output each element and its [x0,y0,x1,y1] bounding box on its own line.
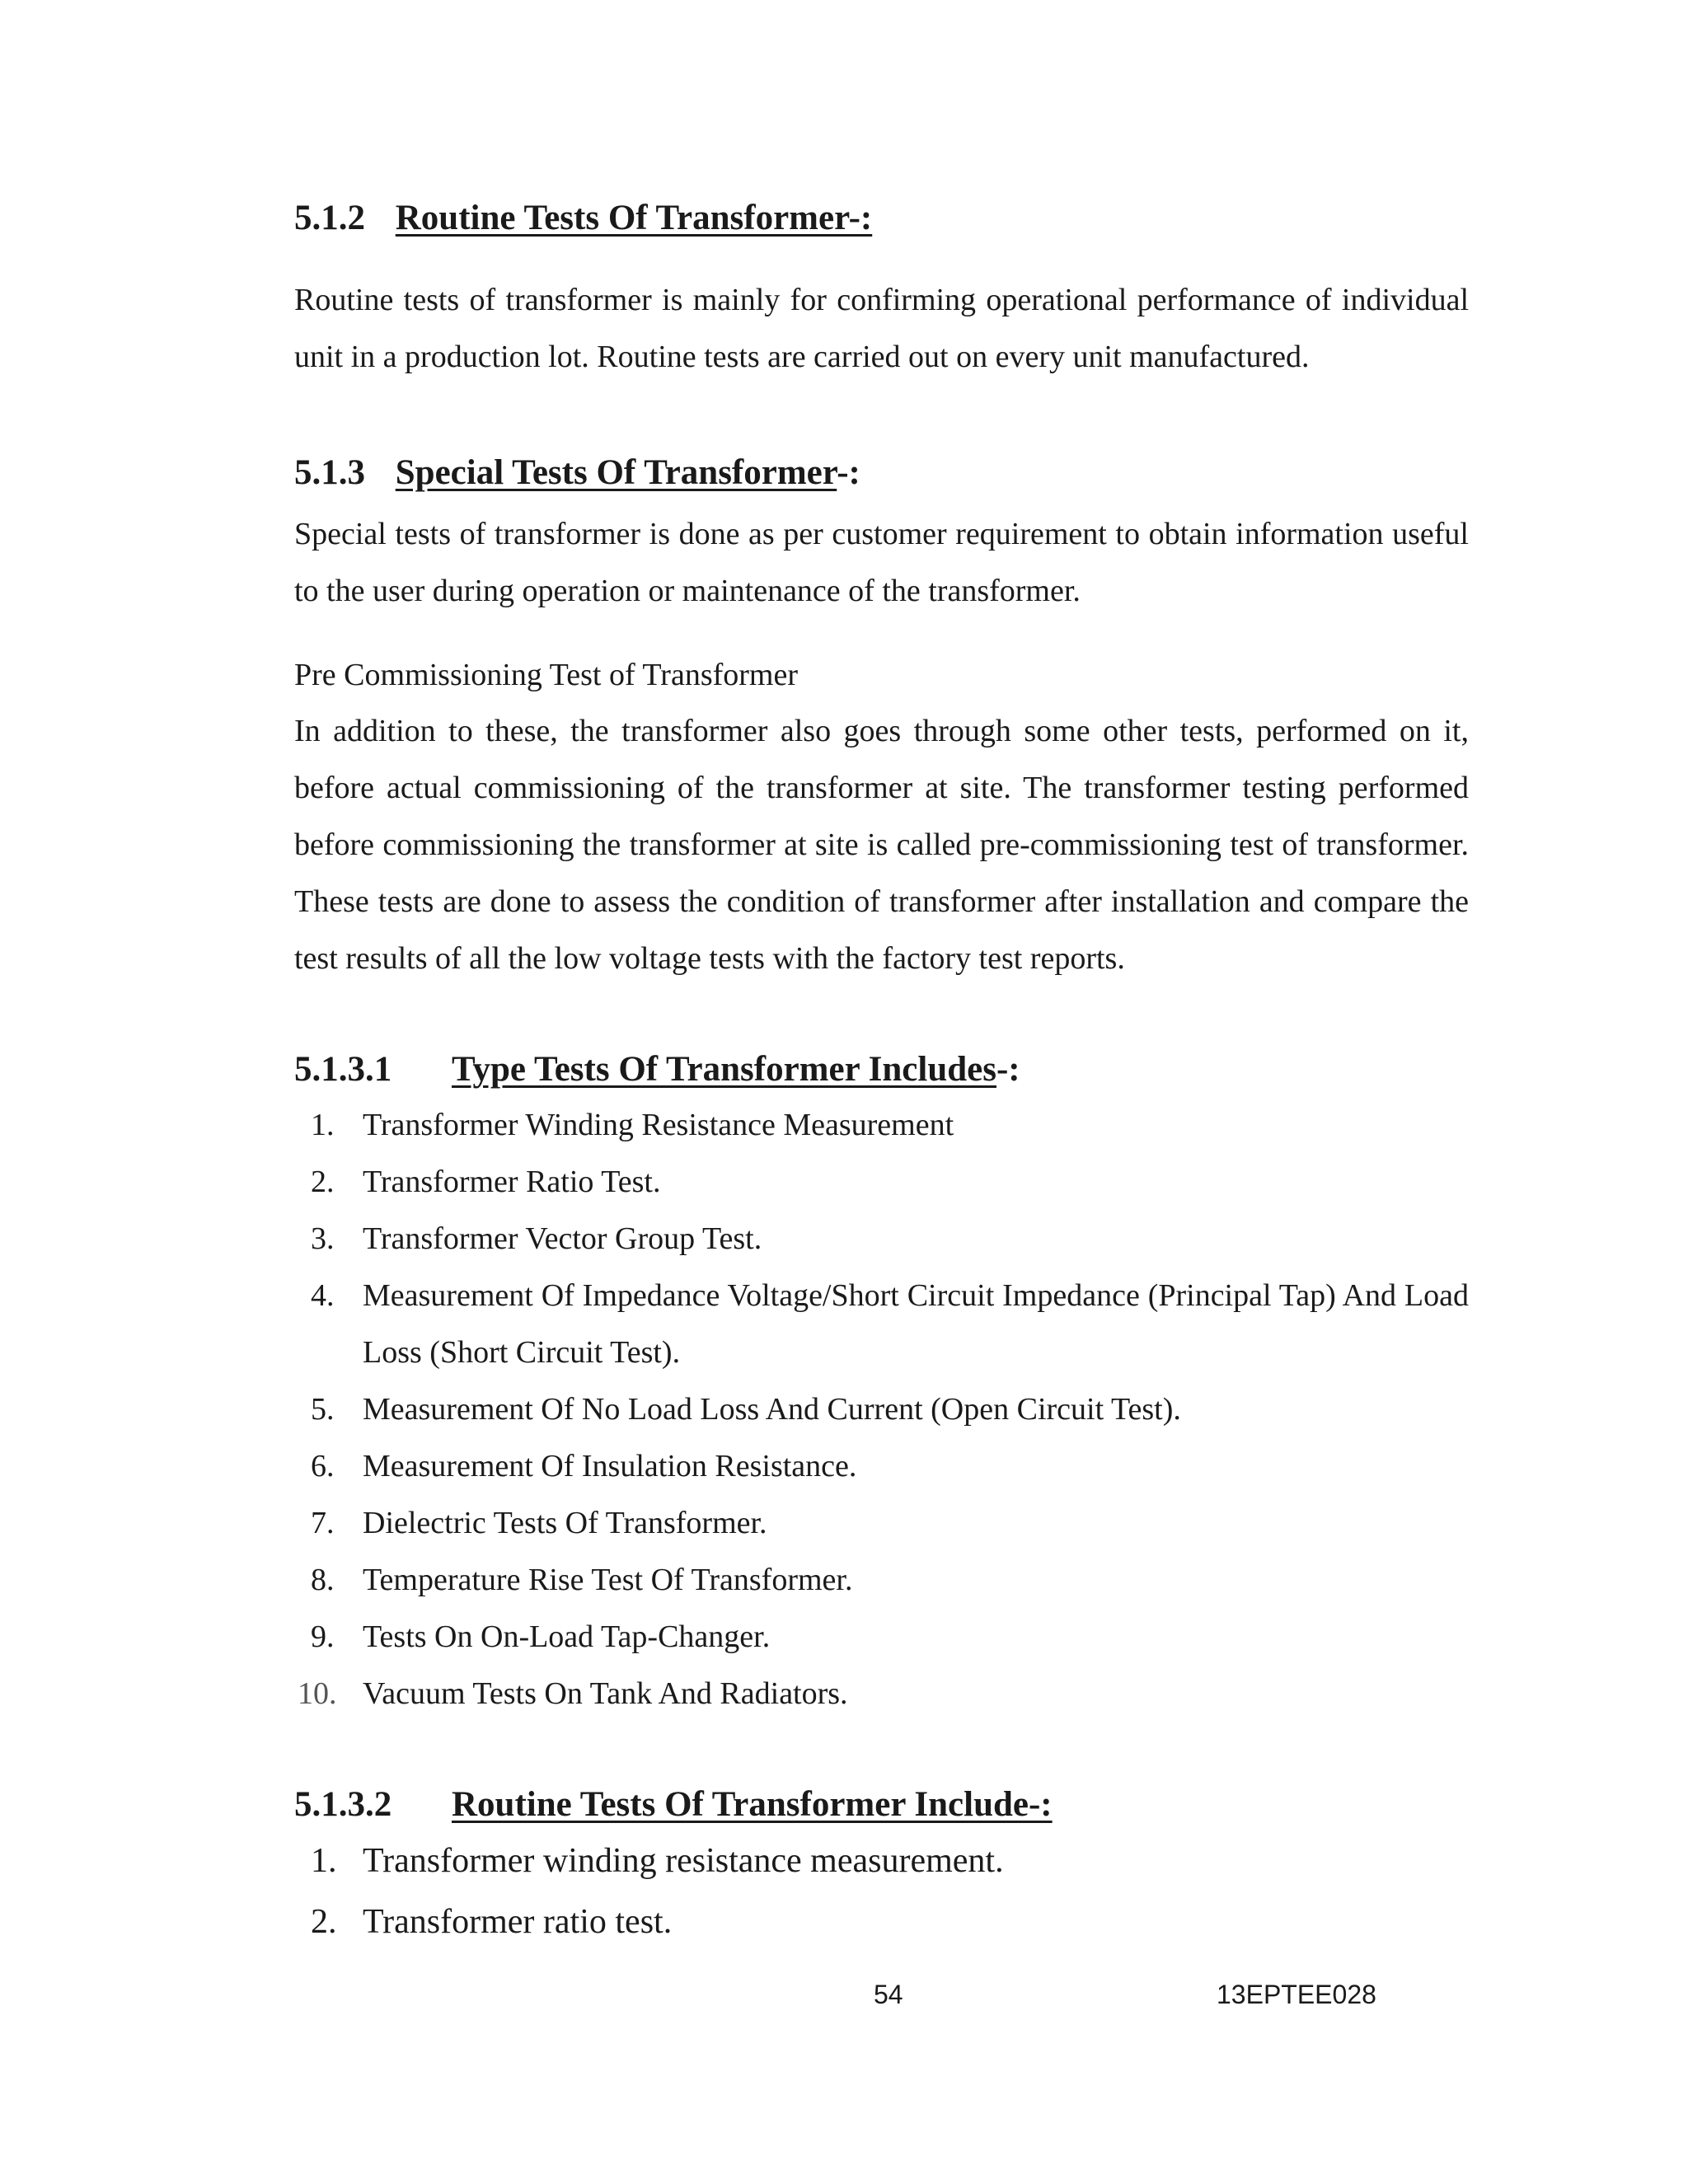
document-id: 13EPTEE028 [1217,1980,1376,2009]
list-number: 1. [311,1842,337,1880]
list-number: 1. [311,1108,335,1142]
list-text: Transformer winding resistance measurement. [363,1842,1004,1880]
section-number: 5.1.2 [294,199,365,237]
list-number: 6. [311,1449,335,1483]
list-text: Vacuum Tests On Tank And Radiators. [363,1676,848,1711]
list-number: 2. [311,1165,335,1199]
type-tests-list [294,1097,1469,1722]
routine-tests-paragraph: Routine tests of transformer is mainly for confirming operational performance of individual unit in a production lot. Routine tests are carried out on every unit manufactured. [294,283,1469,374]
list-text: Transformer Vector Group Test. [363,1221,762,1256]
list-item [294,1666,1469,1722]
list-text: Transformer Winding Resistance Measurement [363,1108,954,1142]
section-number: 5.1.3 [294,453,365,492]
list-item [294,1609,1469,1666]
special-tests-paragraph: Special tests of transformer is done as per customer requirement to obtain information useful to the user during operation or maintenance of the transformer. [294,517,1469,608]
list-text: Tests On On-Load Tap-Changer. [363,1619,771,1654]
list-number: 8. [311,1563,335,1597]
page-number: 54 [874,1980,903,2009]
list-number: 9. [311,1619,335,1654]
list-item [294,1381,1469,1438]
list-text: Transformer Ratio Test. [363,1165,661,1199]
section-title: Routine Tests Of Transformer-: [395,199,873,237]
precommissioning-title: Pre Commissioning Test of Transformer [294,658,798,692]
list-item [294,1891,1469,1952]
list-item [294,1438,1469,1495]
list-text: Measurement Of No Load Loss And Current (Open Circuit Test). [363,1392,1181,1427]
list-text: Measurement Of Insulation Resistance. [363,1449,857,1483]
list-number: 3. [311,1221,335,1256]
list-text: Measurement Of Impedance Voltage/Short Circuit Impedance (Principal Tap) And Load Loss (Short Circuit Test). [363,1278,1469,1370]
list-item [294,1552,1469,1609]
list-number: 4. [311,1278,335,1313]
list-item [294,1211,1469,1268]
list-item [294,1268,1469,1381]
section-title: Routine Tests Of Transformer Include-: [452,1785,1053,1824]
section-heading-5-1-2 [294,200,872,236]
list-text: Transformer ratio test. [363,1903,673,1941]
list-item [294,1495,1469,1552]
list-number: 10. [298,1676,337,1711]
section-number: 5.1.3.2 [294,1785,392,1824]
section-title: Special Tests Of Transformer [395,453,837,492]
section-title-suffix: -: [996,1050,1020,1089]
list-item [294,1830,1469,1891]
list-item [294,1154,1469,1211]
section-heading-5-1-3-1 [294,1052,1020,1087]
list-item [294,1097,1469,1154]
section-title: Type Tests Of Transformer Includes [452,1050,996,1089]
section-heading-5-1-3 [294,455,860,490]
list-text: Dielectric Tests Of Transformer. [363,1506,767,1540]
list-number: 2. [311,1903,337,1941]
section-number: 5.1.3.1 [294,1050,392,1089]
precommissioning-paragraph: In addition to these, the transformer also goes through some other tests, performed on it, before actual commissioning of the transformer at site. The transformer testing performed before commissioning the transformer at site is called pre-commissioning test of transformer. These tests are done to assess the condition of transformer after installation and compare the test results of all the low voltage tests with the factory test reports. [294,714,1469,976]
section-heading-5-1-3-2 [294,1787,1053,1822]
routine-tests-list [294,1830,1469,1952]
list-text: Temperature Rise Test Of Transformer. [363,1563,853,1597]
list-number: 7. [311,1506,335,1540]
section-title-suffix: -: [837,453,860,492]
list-number: 5. [311,1392,335,1427]
